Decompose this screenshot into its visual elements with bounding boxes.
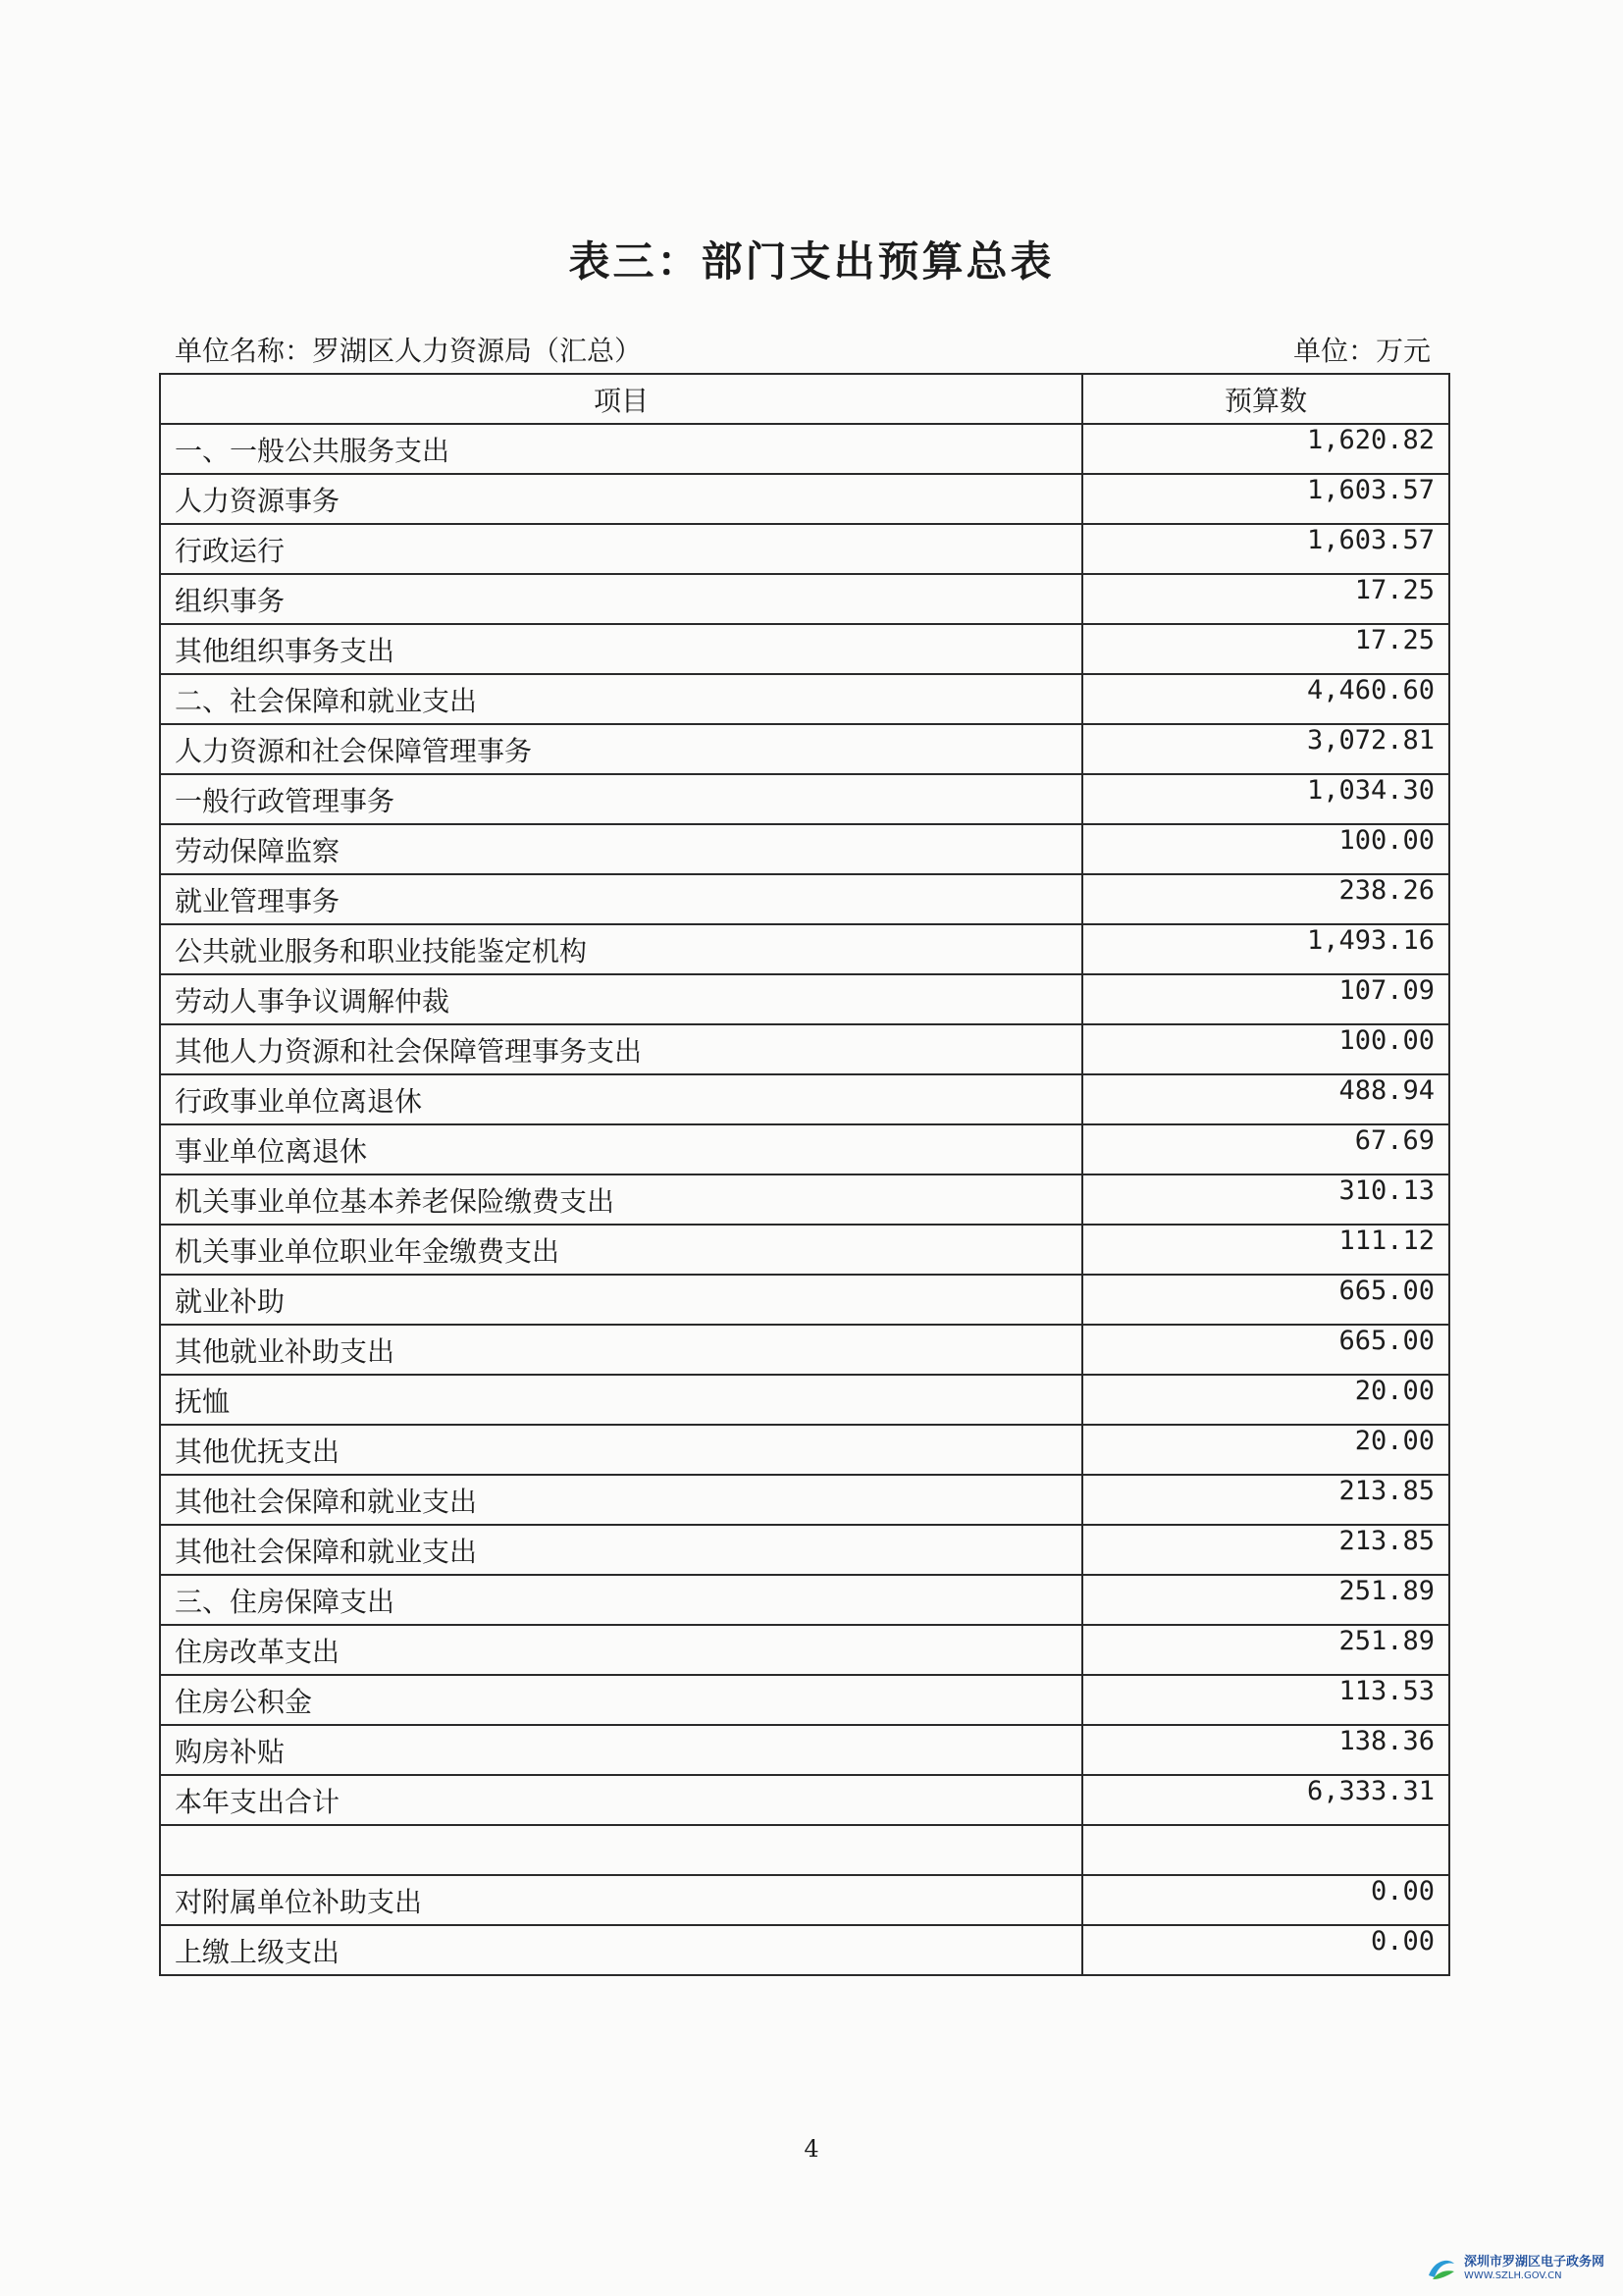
table-row <box>160 1925 1449 1975</box>
szlh-logo-icon <box>1425 2252 1458 2285</box>
row-amount: 251.89 <box>1082 1575 1449 1625</box>
row-item-label: 其他社会保障和就业支出 <box>160 1525 1082 1575</box>
row-amount: 238.26 <box>1082 874 1449 924</box>
row-amount: 488.94 <box>1082 1074 1449 1124</box>
site-name: 深圳市罗湖区电子政务网 <box>1464 2254 1605 2270</box>
table-row <box>160 1225 1449 1275</box>
row-amount: 4,460.60 <box>1082 674 1449 724</box>
row-item-label: 行政运行 <box>160 524 1082 574</box>
unit-name: 单位名称：罗湖区人力资源局（汇总） <box>175 335 643 367</box>
table-row <box>160 624 1449 674</box>
row-item-label: 抚恤 <box>160 1375 1082 1425</box>
row-item-label: 三、住房保障支出 <box>160 1575 1082 1625</box>
row-amount <box>1082 1825 1449 1875</box>
row-amount: 0.00 <box>1082 1875 1449 1925</box>
table-row <box>160 1575 1449 1625</box>
row-amount: 138.36 <box>1082 1725 1449 1775</box>
row-amount: 1,493.16 <box>1082 924 1449 974</box>
row-amount: 6,333.31 <box>1082 1775 1449 1825</box>
row-amount: 111.12 <box>1082 1225 1449 1275</box>
table-row <box>160 1625 1449 1675</box>
row-amount: 100.00 <box>1082 824 1449 874</box>
table-row <box>160 1875 1449 1925</box>
row-item-label: 对附属单位补助支出 <box>160 1875 1082 1925</box>
table-row <box>160 674 1449 724</box>
table-row <box>160 724 1449 774</box>
site-footer-logo <box>1425 2247 1617 2290</box>
row-amount: 213.85 <box>1082 1525 1449 1575</box>
row-item-label: 其他组织事务支出 <box>160 624 1082 674</box>
row-item-label: 一、一般公共服务支出 <box>160 424 1082 474</box>
row-item-label: 人力资源事务 <box>160 474 1082 524</box>
row-amount: 1,603.57 <box>1082 524 1449 574</box>
table-row <box>160 1325 1449 1375</box>
table-row <box>160 1475 1449 1525</box>
table-row <box>160 1725 1449 1775</box>
table-row <box>160 1425 1449 1475</box>
row-amount: 107.09 <box>1082 974 1449 1024</box>
table-row <box>160 1174 1449 1225</box>
column-header-item: 项目 <box>160 374 1082 424</box>
row-amount: 17.25 <box>1082 624 1449 674</box>
row-item-label: 公共就业服务和职业技能鉴定机构 <box>160 924 1082 974</box>
row-item-label: 住房公积金 <box>160 1675 1082 1725</box>
page-number: 4 <box>804 2135 819 2163</box>
row-amount: 113.53 <box>1082 1675 1449 1725</box>
table-header-row <box>160 374 1449 424</box>
table-row <box>160 424 1449 474</box>
table-row <box>160 1775 1449 1825</box>
row-item-label: 组织事务 <box>160 574 1082 624</box>
table-row <box>160 1375 1449 1425</box>
table-row <box>160 1024 1449 1074</box>
row-item-label: 就业补助 <box>160 1275 1082 1325</box>
row-item-label: 其他优抚支出 <box>160 1425 1082 1475</box>
row-item-label: 其他人力资源和社会保障管理事务支出 <box>160 1024 1082 1074</box>
table-row <box>160 1825 1449 1875</box>
table-row <box>160 1275 1449 1325</box>
row-amount: 665.00 <box>1082 1275 1449 1325</box>
row-item-label: 上缴上级支出 <box>160 1925 1082 1975</box>
row-item-label: 二、社会保障和就业支出 <box>160 674 1082 724</box>
row-item-label: 事业单位离退休 <box>160 1124 1082 1174</box>
budget-table <box>159 373 1450 1976</box>
table-row <box>160 524 1449 574</box>
row-item-label: 劳动人事争议调解仲裁 <box>160 974 1082 1024</box>
table-row <box>160 874 1449 924</box>
row-amount: 665.00 <box>1082 1325 1449 1375</box>
row-amount: 100.00 <box>1082 1024 1449 1074</box>
table-row <box>160 1074 1449 1124</box>
row-item-label: 其他就业补助支出 <box>160 1325 1082 1375</box>
row-amount: 0.00 <box>1082 1925 1449 1975</box>
row-amount: 1,034.30 <box>1082 774 1449 824</box>
row-item-label: 本年支出合计 <box>160 1775 1082 1825</box>
row-amount: 310.13 <box>1082 1174 1449 1225</box>
row-amount: 20.00 <box>1082 1375 1449 1425</box>
row-item-label: 行政事业单位离退休 <box>160 1074 1082 1124</box>
table-row <box>160 474 1449 524</box>
unit-label: 单位：万元 <box>1292 335 1431 367</box>
row-item-label: 就业管理事务 <box>160 874 1082 924</box>
row-amount: 20.00 <box>1082 1425 1449 1475</box>
row-item-label: 机关事业单位职业年金缴费支出 <box>160 1225 1082 1275</box>
site-url: WWW.SZLH.GOV.CN <box>1464 2270 1562 2281</box>
row-amount: 251.89 <box>1082 1625 1449 1675</box>
table-row <box>160 1525 1449 1575</box>
row-amount: 3,072.81 <box>1082 724 1449 774</box>
table-body <box>160 424 1449 1975</box>
row-item-label: 劳动保障监察 <box>160 824 1082 874</box>
row-amount: 67.69 <box>1082 1124 1449 1174</box>
table-row <box>160 1124 1449 1174</box>
row-item-label: 机关事业单位基本养老保险缴费支出 <box>160 1174 1082 1225</box>
table-row <box>160 824 1449 874</box>
row-amount: 1,603.57 <box>1082 474 1449 524</box>
row-amount: 1,620.82 <box>1082 424 1449 474</box>
table-row <box>160 974 1449 1024</box>
row-item-label: 购房补贴 <box>160 1725 1082 1775</box>
row-amount: 213.85 <box>1082 1475 1449 1525</box>
row-item-label <box>160 1825 1082 1875</box>
table-row <box>160 1675 1449 1725</box>
row-item-label: 其他社会保障和就业支出 <box>160 1475 1082 1525</box>
row-item-label: 人力资源和社会保障管理事务 <box>160 724 1082 774</box>
table-row <box>160 924 1449 974</box>
page-title: 表三：部门支出预算总表 <box>568 237 1055 286</box>
row-amount: 17.25 <box>1082 574 1449 624</box>
table-row <box>160 574 1449 624</box>
table-row <box>160 774 1449 824</box>
row-item-label: 一般行政管理事务 <box>160 774 1082 824</box>
column-header-amount: 预算数 <box>1082 374 1449 424</box>
row-item-label: 住房改革支出 <box>160 1625 1082 1675</box>
